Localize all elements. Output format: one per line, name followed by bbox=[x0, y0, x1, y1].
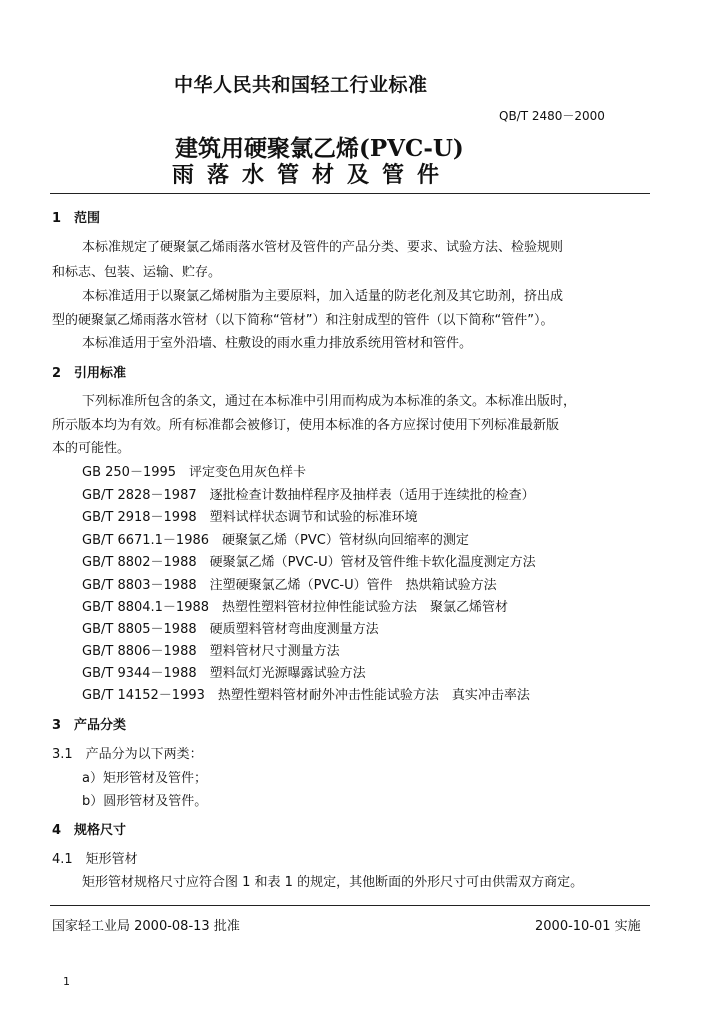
section-4-heading: 4 规格尺寸 bbox=[52, 823, 127, 838]
document-title-line-1: 建筑用硬聚氯乙烯(PVC-U) bbox=[175, 135, 464, 162]
section-1-paragraph-1-line-1: 本标准规定了硬聚氯乙烯雨落水管材及管件的产品分类、要求、试验方法、检验规则 bbox=[82, 240, 564, 255]
reference-item: GB/T 2828－1987 逐批检查计数抽样程序及抽样表（适用于连续批的检查） bbox=[82, 488, 535, 503]
footer-divider bbox=[50, 905, 650, 906]
subsection-4-1: 4.1 矩形管材 bbox=[52, 852, 138, 867]
section-1-paragraph-1-line-2: 和标志、包装、运输、贮存。 bbox=[52, 265, 222, 280]
implementation-date: 2000-10-01 实施 bbox=[535, 919, 641, 934]
subsection-3-1: 3.1 产品分为以下两类： bbox=[52, 747, 203, 762]
section-2-intro-line-2: 所示版本均为有效。所有标准都会被修订，使用本标准的各方应探讨使用下列标准最新版 bbox=[52, 418, 560, 433]
section-1-heading: 1 范围 bbox=[52, 211, 101, 226]
section-1-paragraph-3: 本标准适用于室外沿墙、柱敷设的雨水重力排放系统用管材和管件。 bbox=[82, 336, 473, 351]
title-divider bbox=[50, 193, 650, 194]
list-item-b: b）圆形管材及管件。 bbox=[82, 794, 208, 809]
section-4-paragraph: 矩形管材规格尺寸应符合图 1 和表 1 的规定，其他断面的外形尺寸可由供需双方商定。 bbox=[82, 875, 584, 890]
reference-item: GB/T 9344－1988 塑料氙灯光源曝露试验方法 bbox=[82, 666, 366, 681]
page-number: 1 bbox=[63, 975, 70, 988]
reference-item: GB/T 8806－1988 塑料管材尺寸测量方法 bbox=[82, 644, 340, 659]
approval-date: 国家轻工业局 2000-08-13 批准 bbox=[52, 919, 240, 934]
reference-item: GB/T 8805－1988 硬质塑料管材弯曲度测量方法 bbox=[82, 622, 379, 637]
issuing-standard-heading: 中华人民共和国轻工行业标准 bbox=[174, 74, 428, 96]
reference-item: GB 250－1995 评定变色用灰色样卡 bbox=[82, 465, 307, 480]
reference-item: GB/T 8803－1988 注塑硬聚氯乙烯（PVC-U）管件 热烘箱试验方法 bbox=[82, 578, 497, 593]
section-2-heading: 2 引用标准 bbox=[52, 366, 127, 381]
reference-item: GB/T 8802－1988 硬聚氯乙烯（PVC-U）管材及管件维卡软化温度测定方法 bbox=[82, 555, 536, 570]
section-1-paragraph-2-line-1: 本标准适用于以聚氯乙烯树脂为主要原料，加入适量的防老化剂及其它助剂，挤出成 bbox=[82, 289, 564, 304]
reference-item: GB/T 2918－1998 塑料试样状态调节和试验的标准环境 bbox=[82, 510, 418, 525]
section-1-paragraph-2-line-2: 型的硬聚氯乙烯雨落水管材（以下简称“管材”）和注射成型的管件（以下简称“管件”）。 bbox=[52, 313, 554, 328]
reference-item: GB/T 14152－1993 热塑性塑料管材耐外冲击性能试验方法 真实冲击率法 bbox=[82, 688, 530, 703]
list-item-a: a）矩形管材及管件； bbox=[82, 771, 207, 786]
document-title-line-2: 雨落水管材及管件 bbox=[172, 162, 453, 188]
reference-item: GB/T 8804.1－1988 热塑性塑料管材拉伸性能试验方法 聚氯乙烯管材 bbox=[82, 600, 509, 615]
section-2-intro-line-1: 下列标准所包含的条文，通过在本标准中引用而构成为本标准的条文。本标准出版时， bbox=[82, 394, 577, 409]
section-2-intro-line-3: 本的可能性。 bbox=[52, 441, 131, 456]
reference-item: GB/T 6671.1－1986 硬聚氯乙烯（PVC）管材纵向回缩率的测定 bbox=[82, 533, 469, 548]
standard-number: QB/T 2480－2000 bbox=[499, 109, 605, 123]
section-3-heading: 3 产品分类 bbox=[52, 718, 127, 733]
